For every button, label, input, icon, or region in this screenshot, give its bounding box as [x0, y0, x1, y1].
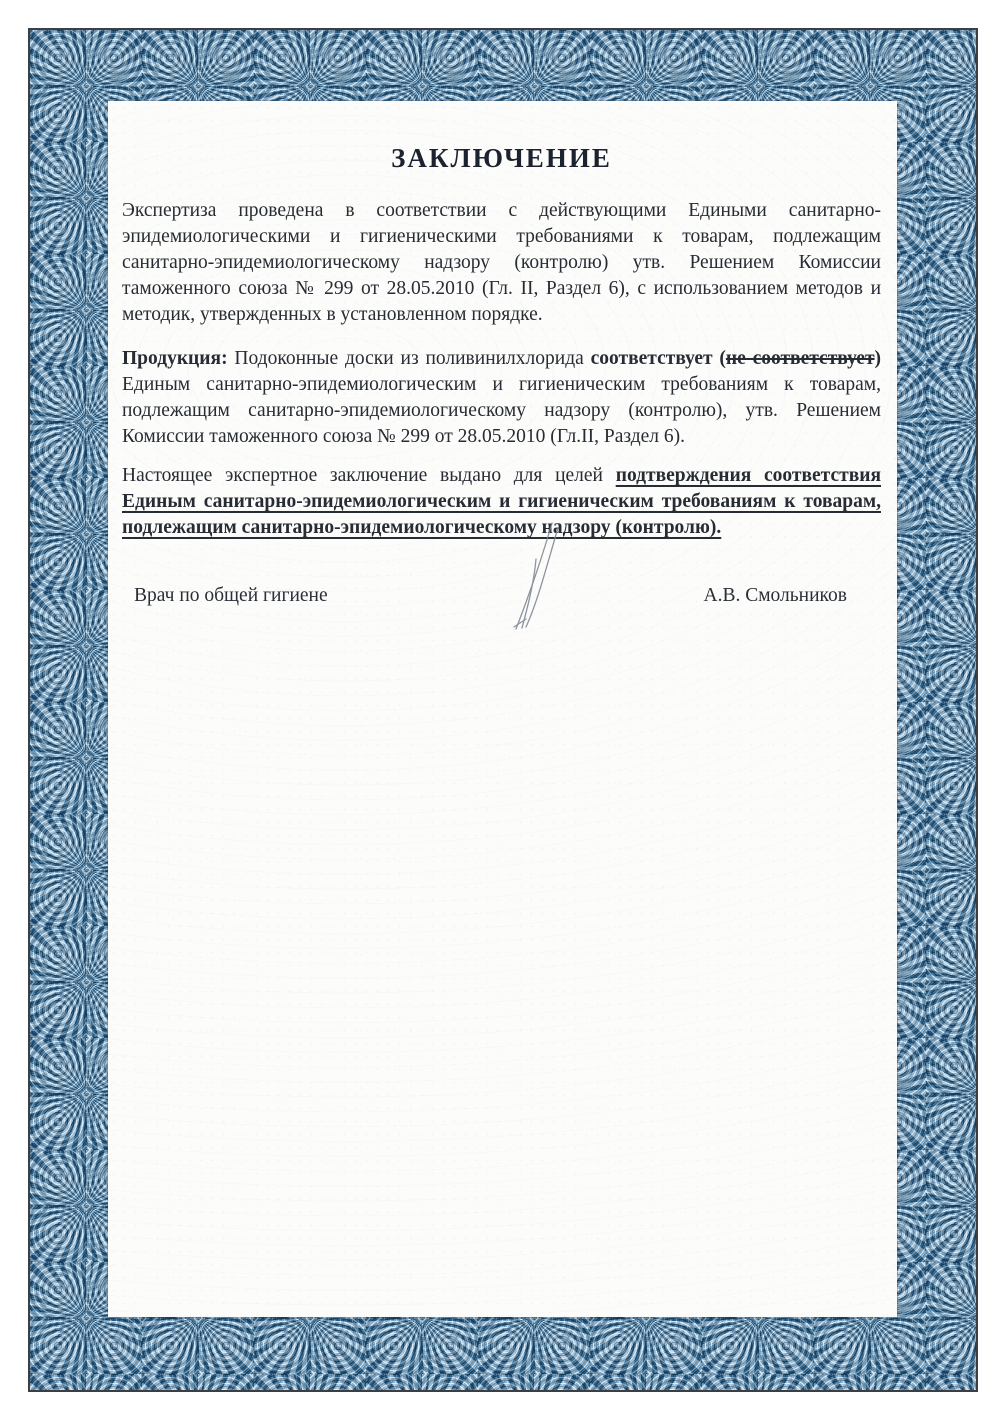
product-requirements: Единым санитарно-эпидемиологическим и гигиеническим требованиям к товарам, подлежащим санитарно-эпидемиологическому надзору (контролю), утв. Решением Комиссии таможенного союза № 299 от 28.05.2010 (Гл.II, Раздел 6). — [122, 374, 881, 447]
document-paper — [108, 101, 897, 1317]
paren-close: ) — [874, 348, 882, 369]
purpose-emphasized: подтверждения соответствия Единым санитарно-эпидемиологическим и гигиеническим требованиям к товарам, подлежащим санитарно-эпидемиологическому надзору (контролю). — [122, 465, 882, 538]
handwritten-signature — [486, 521, 576, 633]
paren-open: ( — [719, 348, 726, 369]
document-title: ЗАКЛЮЧЕНИЕ — [391, 143, 612, 173]
conformity-word: соответствует — [590, 348, 713, 369]
product-description: Подоконные доски из поливинилхлорида — [234, 348, 584, 369]
purpose-lead: Настоящее экспертное заключение выдано для целей — [122, 465, 603, 486]
paragraph-product — [122, 346, 881, 450]
signature-name: А.В. Смольников — [703, 585, 847, 606]
struck-not-conforming: не соответствует — [725, 348, 875, 369]
product-label: Продукция: — [122, 348, 228, 369]
signature-role: Врач по общей гигиене — [134, 585, 328, 606]
paragraph-expertise: Экспертиза проведена в соответствии с действующими Едиными санитарно-эпидемиологическими и гигиеническими требованиями к товарам, подлежащим санитарно-эпидемиологическому надзору (контролю) утв. Решением Комиссии таможенного союза № 299 от 28.05.2010 (Гл. II, Раздел 6), с использованием методов и методик, утвержденных в установленном порядке. — [122, 200, 881, 325]
